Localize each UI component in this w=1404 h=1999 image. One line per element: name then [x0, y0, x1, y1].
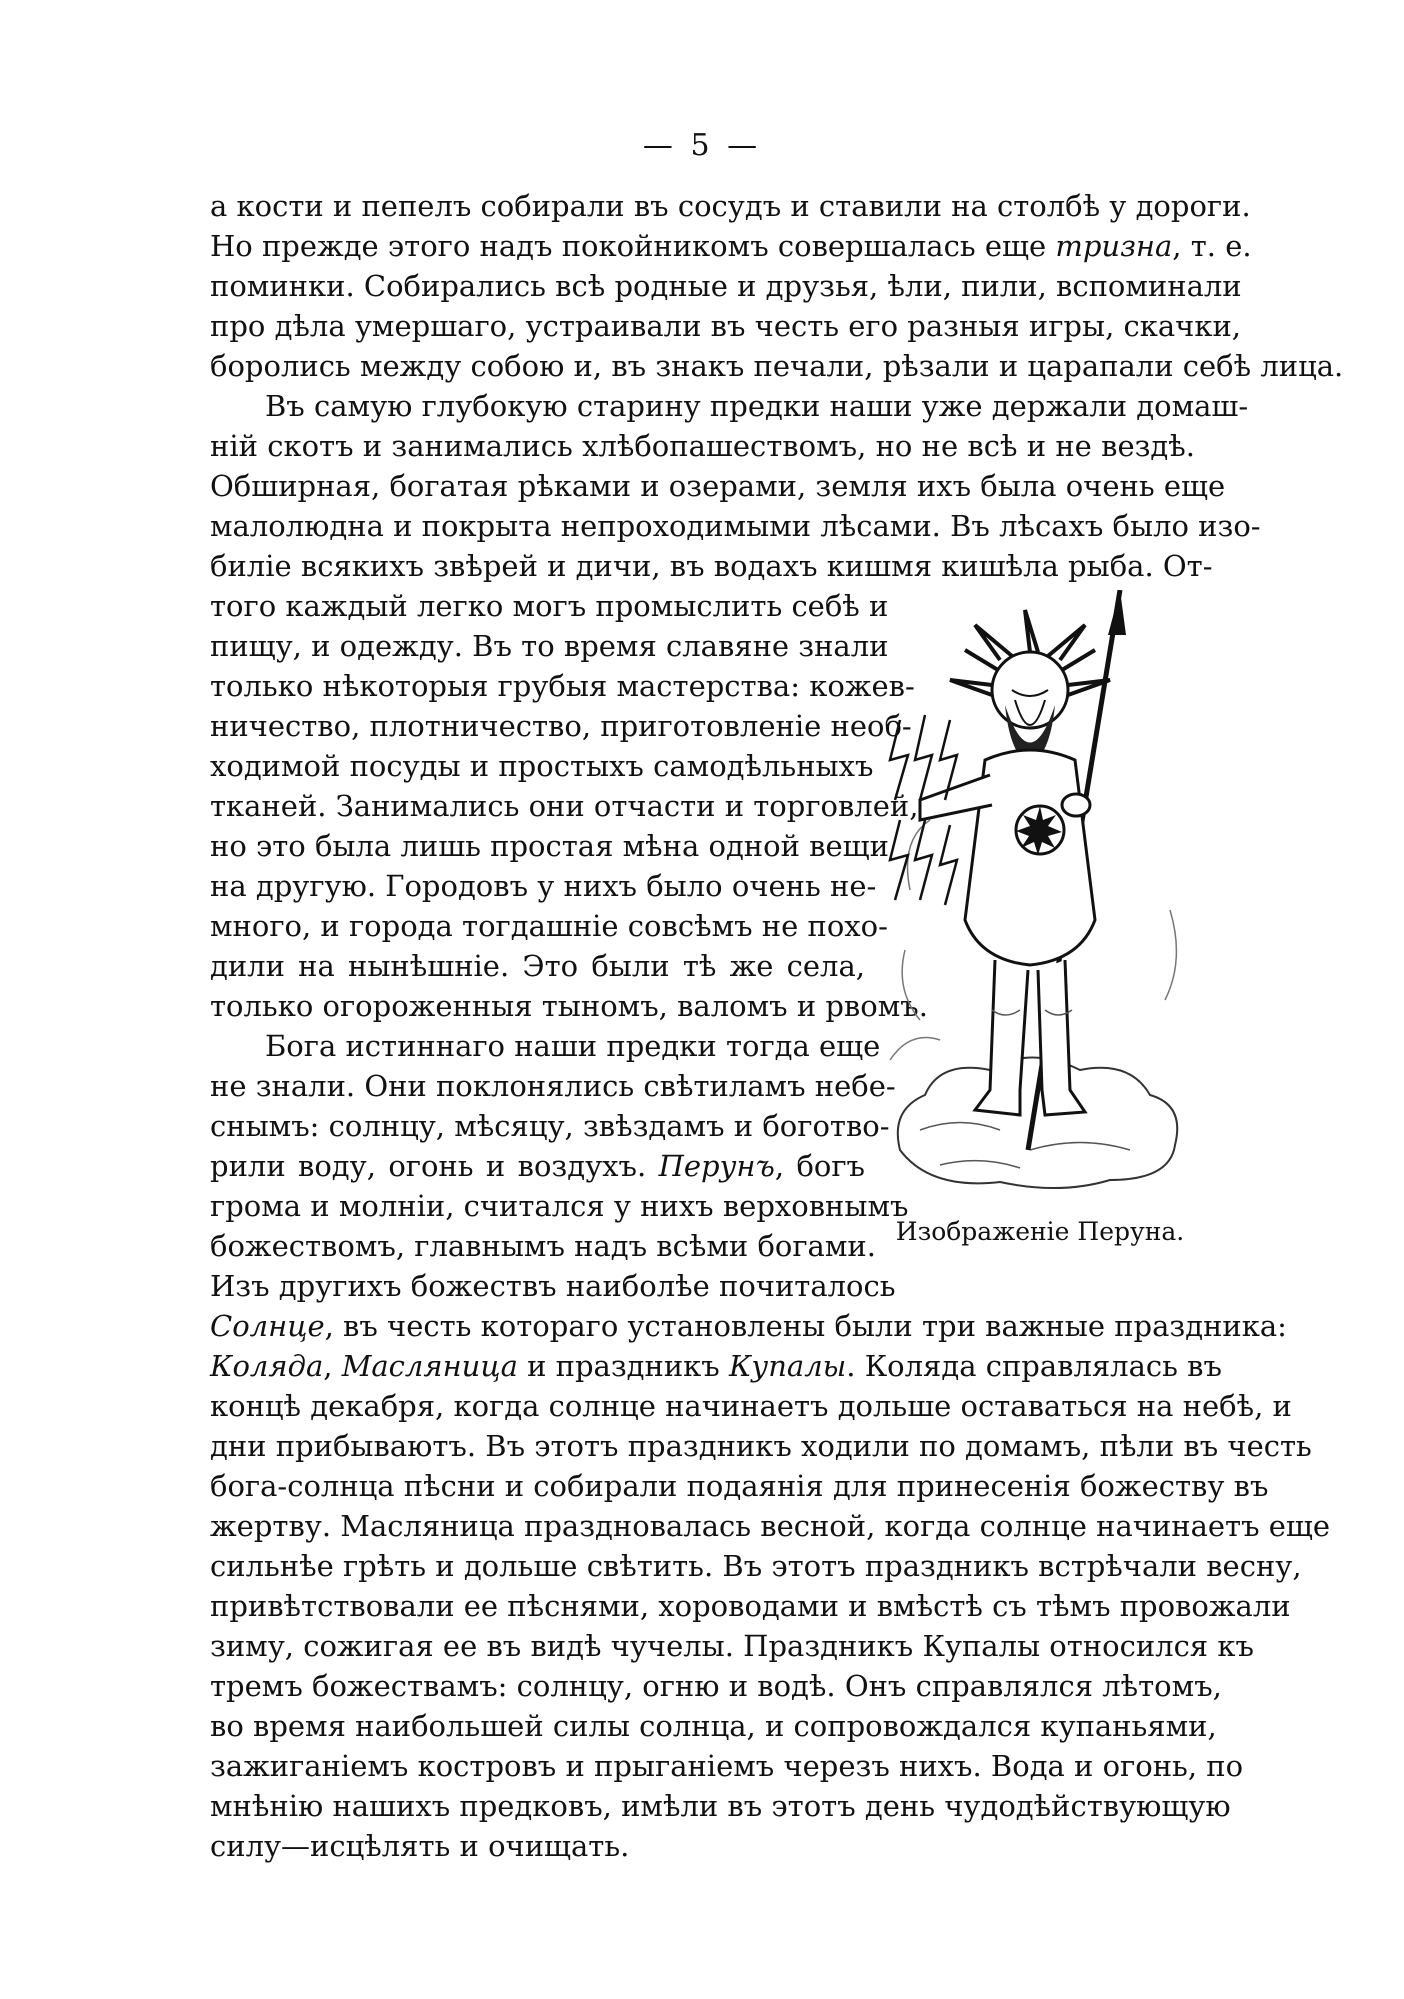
- text-segment: но это была лишь простая мѣна одной вещи: [210, 829, 889, 863]
- text-segment: зажиганіемъ костровъ и прыганіемъ черезъ нихъ. Вода и огонь, по: [210, 1749, 1244, 1783]
- text-line: [210, 866, 877, 906]
- italic-term: Солнце: [210, 1309, 325, 1343]
- text-segment: рили воду, огонь и воздухъ.: [210, 1149, 659, 1183]
- text-segment: биліе всякихъ звѣрей и дичи, въ водахъ кишмя кишѣла рыба. От-: [210, 549, 1213, 583]
- text-line: [210, 186, 1251, 226]
- text-segment: ходимой посуды и простыхъ самодѣльныхъ: [210, 749, 874, 783]
- text-line: [210, 346, 1344, 386]
- text-segment: и праздникъ: [517, 1349, 729, 1383]
- italic-term: Перунъ: [658, 1149, 775, 1183]
- perun-head: [950, 610, 1110, 765]
- text-segment: дни прибываютъ. Въ этотъ праздникъ ходили по домамъ, пѣли въ честь: [210, 1429, 1312, 1463]
- page-number: — 5 —: [642, 128, 762, 163]
- text-line: [210, 426, 1195, 466]
- text-segment: дили на нынѣшніе. Это были тѣ же села,: [210, 949, 865, 983]
- text-line: [210, 506, 1261, 546]
- text-line: [210, 1346, 1222, 1386]
- figure-caption: Изображеніе Перуна.: [895, 1217, 1185, 1246]
- perun-illustration: [880, 590, 1200, 1210]
- text-segment: ній скотъ и занимались хлѣбопашествомъ, но не всѣ и не вездѣ.: [210, 429, 1195, 463]
- text-segment: только огороженныя тыномъ, валомъ и рвомъ.: [210, 989, 928, 1023]
- italic-term: Масляница: [341, 1349, 518, 1383]
- text-segment: . Коляда справлялась въ: [846, 1349, 1222, 1383]
- text-segment: грома и молніи, считался у нихъ верховнымъ: [210, 1189, 909, 1223]
- italic-term: Купалы: [728, 1349, 847, 1383]
- text-segment: тремъ божествамъ: солнцу, огню и водѣ. Онъ справлялся лѣтомъ,: [210, 1669, 1222, 1703]
- text-line: [210, 266, 1242, 306]
- text-segment: ничество, плотничество, приготовленіе необ-: [210, 709, 912, 743]
- text-line: [210, 1106, 890, 1146]
- text-segment: бога-солнца пѣсни и собирали подаянія для принесенія божеству въ: [210, 1469, 1269, 1503]
- text-line: [210, 466, 1226, 506]
- text-line: [210, 306, 1242, 346]
- text-line: [210, 706, 912, 746]
- text-line: [210, 826, 889, 866]
- text-segment: боролись между собою и, въ знакъ печали, рѣзали и царапали себѣ лица.: [210, 349, 1344, 383]
- text-segment: только нѣкоторыя грубыя мастерства: кожев-: [210, 669, 915, 703]
- text-line: [210, 1626, 1254, 1666]
- text-segment: мнѣнію нашихъ предковъ, имѣли въ этотъ день чудодѣйствующую: [210, 1789, 1231, 1823]
- text-line: [210, 1466, 1269, 1506]
- text-segment: божествомъ, главнымъ надъ всѣми богами.: [210, 1229, 876, 1263]
- text-segment: зиму, сожигая ее въ видѣ чучелы. Праздникъ Купалы относился къ: [210, 1629, 1254, 1663]
- text-segment: во время наибольшей силы солнца, и сопровождался купаньями,: [210, 1709, 1217, 1743]
- text-segment: жертву. Масляница праздновалась весной, когда солнце начинаетъ еще: [210, 1509, 1331, 1543]
- text-line: [210, 226, 1252, 266]
- text-segment: не знали. Они поклонялись свѣтиламъ небе-: [210, 1069, 896, 1103]
- text-segment: , т. е.: [1172, 229, 1252, 263]
- text-line: [210, 546, 1213, 586]
- text-line: [210, 586, 889, 626]
- text-line: [210, 1226, 876, 1266]
- text-segment: Въ самую глубокую старину предки наши уже держали домаш-: [265, 389, 1249, 423]
- text-segment: пищу, и одежду. Въ то время славяне знали: [210, 629, 889, 663]
- text-line: [210, 1746, 1244, 1786]
- text-segment: малолюдна и покрыта непроходимыми лѣсами. Въ лѣсахъ было изо-: [210, 509, 1261, 543]
- text-line: [210, 1786, 1231, 1826]
- text-line: [210, 1386, 1292, 1426]
- text-line: [210, 1666, 1222, 1706]
- text-segment: тканей. Занимались они отчасти и торговлей,: [210, 789, 919, 823]
- text-segment: Обширная, богатая рѣками и озерами, земля ихъ была очень еще: [210, 469, 1226, 503]
- text-segment: Но прежде этого надъ покойникомъ совершалась еще: [210, 229, 1056, 263]
- italic-term: Коляда: [210, 1349, 324, 1383]
- text-line: [210, 1146, 865, 1186]
- text-line: [210, 386, 1249, 426]
- text-line: [210, 746, 874, 786]
- text-line: [210, 786, 919, 826]
- text-line: [210, 1066, 896, 1106]
- text-segment: привѣтствовали ее пѣснями, хороводами и вмѣстѣ съ тѣмъ провожали: [210, 1589, 1291, 1623]
- text-line: [210, 1266, 896, 1306]
- text-segment: ,: [323, 1349, 342, 1383]
- text-segment: а кости и пепелъ собирали въ сосудъ и ставили на столбѣ у дороги.: [210, 189, 1251, 223]
- text-segment: концѣ декабря, когда солнце начинаетъ дольше оставаться на небѣ, и: [210, 1389, 1292, 1423]
- text-segment: сильнѣе грѣть и дольше свѣтить. Въ этотъ праздникъ встрѣчали весну,: [210, 1549, 1302, 1583]
- text-segment: снымъ: солнцу, мѣсяцу, звѣздамъ и боготво-: [210, 1109, 890, 1143]
- text-segment: поминки. Собирались всѣ родные и друзья, ѣли, пили, вспоминали: [210, 269, 1242, 303]
- text-line: [210, 626, 889, 666]
- italic-term: тризна: [1055, 229, 1173, 263]
- text-line: [210, 1186, 909, 1226]
- perun-legs: [975, 960, 1085, 1115]
- text-line: [210, 666, 915, 706]
- text-segment: Изъ другихъ божествъ наиболѣе почиталось: [210, 1269, 896, 1303]
- text-line: [210, 1506, 1331, 1546]
- text-segment: Бога истиннаго наши предки тогда еще: [265, 1029, 881, 1063]
- text-segment: , въ честь котораго установлены были три важные праздника:: [324, 1309, 1287, 1343]
- text-segment: того каждый легко могъ промыслить себѣ и: [210, 589, 889, 623]
- text-segment: , богъ: [774, 1149, 866, 1183]
- text-line: [210, 1546, 1302, 1586]
- text-line: [210, 986, 928, 1026]
- text-segment: много, и города тогдашніе совсѣмъ не похо-: [210, 909, 888, 943]
- text-line: [210, 1586, 1291, 1626]
- text-segment: силу—исцѣлять и очищать.: [210, 1829, 630, 1863]
- text-line: [210, 1426, 1312, 1466]
- text-line: [210, 1026, 881, 1066]
- text-segment: на другую. Городовъ у нихъ было очень не-: [210, 869, 877, 903]
- text-line: [210, 906, 888, 946]
- text-line: [210, 946, 865, 986]
- text-line: [210, 1306, 1287, 1346]
- text-line: [210, 1826, 1195, 1866]
- text-line: [210, 1706, 1217, 1746]
- text-segment: про дѣла умершаго, устраивали въ честь его разныя игры, скачки,: [210, 309, 1242, 343]
